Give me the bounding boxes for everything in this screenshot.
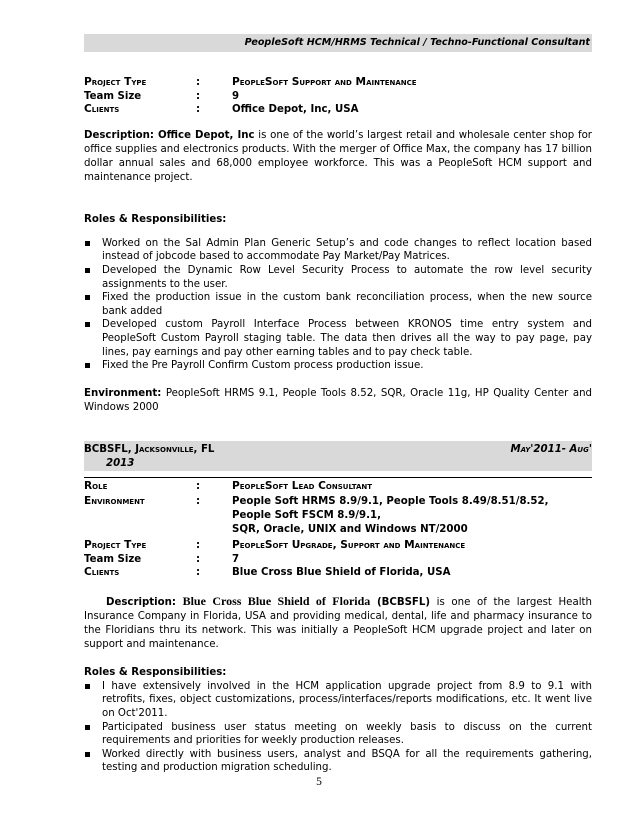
team-size-label: Team Size bbox=[84, 90, 142, 102]
project2-type-row bbox=[84, 539, 592, 553]
project1-clients-row bbox=[84, 103, 592, 117]
project2-roles-list bbox=[84, 680, 592, 775]
colon: : bbox=[196, 77, 201, 88]
list-item: Developed custom Payroll Interface Process between KRONOS time entry system and PeopleSoft Custom Payroll staging table. The data then drives all the way to pay page, pay lines, pay earnings and pay other earning tables and to pay check table. bbox=[84, 318, 592, 359]
project2-clients-row bbox=[84, 566, 592, 580]
environment-label: Environment bbox=[84, 495, 145, 508]
project1-environment bbox=[84, 387, 592, 415]
bullet-icon bbox=[85, 268, 90, 273]
project1-roles-list bbox=[84, 237, 592, 373]
team-size-value: 7 bbox=[232, 553, 240, 565]
employment-dates: May'2011- Aug' bbox=[510, 443, 592, 455]
list-item: Fixed the Pre Payroll Confirm Custom process production issue. bbox=[84, 359, 592, 373]
project1-type-row bbox=[84, 76, 592, 90]
bullet-icon bbox=[85, 363, 90, 368]
colon: : bbox=[196, 567, 201, 579]
project2-env-row bbox=[84, 495, 592, 536]
list-item: I have extensively involved in the HCM application upgrade project from 8.9 to 9.1 with retrofits, fixes, object customizations, process/interfaces/reports modifications, etc. It went live on Oct'2011. bbox=[84, 680, 592, 721]
colon: : bbox=[196, 480, 201, 492]
description-abbrev: (BCBSFL) bbox=[376, 596, 431, 608]
team-size-label: Team Size bbox=[84, 553, 142, 565]
description-company: Blue Cross Blue Shield of Florida bbox=[182, 593, 371, 608]
project2-header-bar bbox=[84, 441, 592, 471]
clients-value: Office Depot, Inc, USA bbox=[232, 104, 359, 116]
page-number: 5 bbox=[316, 776, 322, 788]
project2-team-row bbox=[84, 553, 592, 567]
list-item: Fixed the production issue in the custom bank reconciliation process, when the new source bank added bbox=[84, 291, 592, 318]
bullet-icon bbox=[85, 322, 90, 327]
list-item: Worked on the Sal Admin Plan Generic Setup’s and code changes to reflect location based instead of jobcode based to accommodate Pay Market/Pay Matrices. bbox=[84, 237, 592, 264]
role-label: Role bbox=[84, 479, 108, 492]
environment-text: PeopleSoft HRMS 9.1, People Tools 8.52, SQR, Oracle 11g, HP Quality Center and Windows 2000 bbox=[84, 387, 592, 413]
description-label: Description: bbox=[106, 596, 176, 608]
environment-value: People Soft HRMS 8.9/9.1, People Tools 8.49/8.51/8.52, People Soft FSCM 8.9/9.1, SQR, Oracle, UNIX and Windows NT/2000 bbox=[232, 496, 549, 535]
header-title: PeopleSoft HCM/HRMS Technical / Techno-Functional Consultant bbox=[244, 37, 590, 48]
team-size-value: 9 bbox=[232, 90, 240, 102]
project1-description bbox=[84, 129, 592, 185]
project-type-value: PeopleSoft Upgrade, Support and Maintenance bbox=[232, 539, 466, 552]
colon: : bbox=[196, 496, 201, 508]
project2-roles-heading: Roles & Responsibilities: bbox=[84, 666, 227, 678]
colon: : bbox=[196, 540, 201, 552]
clients-label: Clients bbox=[84, 566, 120, 579]
bullet-icon bbox=[85, 752, 90, 757]
clients-label: Clients bbox=[84, 103, 120, 116]
colon: : bbox=[196, 553, 201, 565]
project1-roles-heading: Roles & Responsibilities: bbox=[84, 213, 227, 225]
description-text: is one of the largest Health Insurance Company in Florida, USA and providing medical, dental, life and pharmacy insurance to the Floridians thru its network. This was initially a PeopleSoft HCM upgrade project and later on support and maintenance. bbox=[84, 596, 592, 650]
list-item: Developed the Dynamic Row Level Security Process to automate the row level security assignments to the user. bbox=[84, 264, 592, 291]
project-type-value: PeopleSoft Support and Maintenance bbox=[232, 76, 417, 88]
resume-page bbox=[84, 34, 592, 775]
dates-year: 2013 bbox=[106, 457, 135, 469]
project2-role-row bbox=[84, 480, 592, 494]
project2-description bbox=[84, 594, 592, 652]
description-label: Description: Office Depot, Inc bbox=[84, 129, 255, 141]
project2-info bbox=[84, 477, 592, 580]
list-item: Participated business user status meeting on weekly basis to discuss on the current requirements and priorities for weekly production releases. bbox=[84, 721, 592, 748]
role-value: PeopleSoft Lead Consultant bbox=[232, 479, 373, 492]
colon: : bbox=[196, 90, 201, 102]
bullet-icon bbox=[85, 241, 90, 246]
project-type-label: Project Type bbox=[84, 539, 147, 552]
bullet-icon bbox=[85, 684, 90, 689]
list-item: Worked directly with business users, analyst and BSQA for all the requirements gathering, testing and production migration scheduling. bbox=[84, 748, 592, 775]
project1-team-row bbox=[84, 90, 592, 104]
page-header bbox=[84, 34, 592, 52]
project-type-label: Project Type bbox=[84, 76, 147, 88]
environment-label: Environment: bbox=[84, 387, 162, 399]
clients-value: Blue Cross Blue Shield of Florida, USA bbox=[232, 567, 451, 579]
colon: : bbox=[196, 104, 201, 116]
project1-info bbox=[84, 76, 592, 117]
description-text: is one of the world’s largest retail and wholesale center shop for office supplies and electronics products. With the merger of Office Max, the company has 17 billion dollar annual sales and 68,000 employee workforce. This was a PeopleSoft HCM support and maintenance project. bbox=[84, 129, 592, 183]
employer-name: BCBSFL, Jacksonville, FL 2013 bbox=[84, 443, 215, 469]
bullet-icon bbox=[85, 295, 90, 300]
bullet-icon bbox=[85, 725, 90, 730]
